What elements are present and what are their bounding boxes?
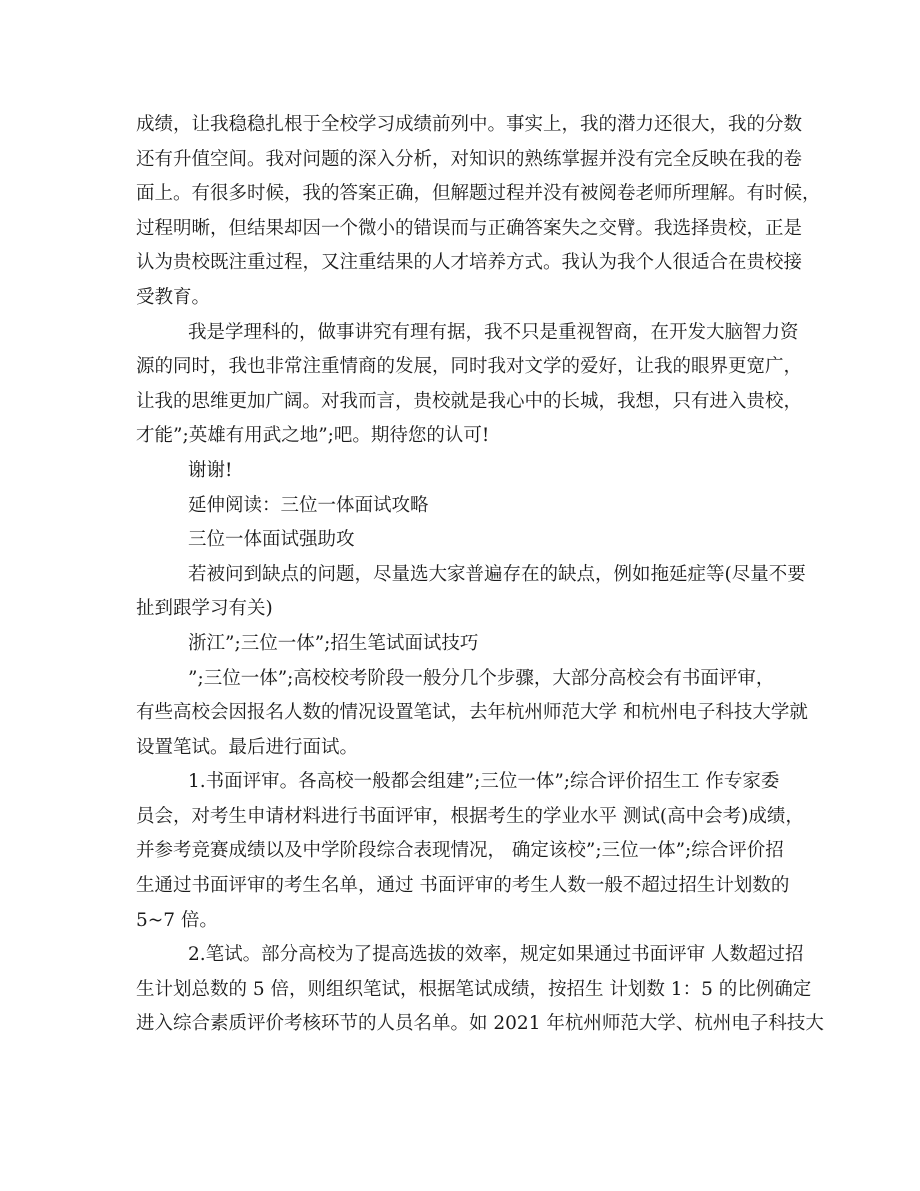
paragraph-zhejiang-title (136, 627, 796, 662)
text-line: 若被问到缺点的问题，尽量选大家普遍存在的缺点，例如拖延症等(尽量不要 (188, 563, 806, 585)
text-line: 2.笔试。部分高校为了提高选拔的效率，规定如果通过书面评审 人数超过招 (188, 944, 804, 966)
text-line: 进入综合素质评价考核环节的人员名单。如 2021 年杭州师范大学、杭州电子科技大 (136, 1013, 824, 1035)
text-line: 让我的思维更加广阔。对我而言，贵校就是我心中的长城，我想，只有进入贵校， (136, 390, 803, 412)
text-line: 生通过书面评审的考生名单，通过 书面评审的考生人数一般不超过招生计划数的 (136, 875, 790, 897)
text-line: 生计划总数的 5 倍，则组织笔试，根据笔试成绩，按招生 计划数 1：5 的比例确定 (136, 978, 812, 1000)
text-line: ”;三位一体”;高校校考阶段一般分几个步骤，大部分高校会有书面评审， (188, 667, 775, 689)
text-line: 才能”;英雄有用武之地”;吧。期待您的认可! (136, 425, 490, 447)
text-line: 源的同时，我也非常注重情商的发展，同时我对文学的爱好，让我的眼界更宽广， (136, 356, 803, 378)
text-line: 并参考竞赛成绩以及中学阶段综合表现情况， 确定该校”;三位一体”;综合评价招 (136, 840, 784, 862)
text-line: 过程明晰，但结果却因一个微小的错误而与正确答案失之交臂。我选择贵校，正是 (136, 217, 803, 239)
paragraph-written-exam (136, 938, 824, 1042)
text-line: 认为贵校既注重过程，又注重结果的人才培养方式。我认为我个人很适合在贵校接 (136, 252, 803, 274)
paragraph-stages (136, 662, 808, 766)
paragraph-weakness-tip (136, 558, 806, 627)
text-line: 设置笔试。最后进行面试。 (136, 736, 359, 758)
text-line: 面上。有很多时候，我的答案正确，但解题过程并没有被阅卷老师所理解。有时候， (136, 183, 821, 205)
text-line: 受教育。 (136, 286, 211, 308)
text-line: 5~7 倍。 (136, 909, 218, 931)
section-heading (136, 523, 796, 558)
text-line: 我是学理科的，做事讲究有理有据，我不只是重视智商，在开发大脑智力资 (188, 321, 799, 343)
paragraph-written-review (136, 765, 804, 938)
paragraph-thanks (136, 454, 796, 489)
paragraph-extended-reading (136, 489, 796, 524)
text-line: 浙江”;三位一体”;招生笔试面试技巧 (188, 632, 479, 654)
text-line: 还有升值空间。我对问题的深入分析，对知识的熟练掌握并没有完全反映在我的卷 (136, 148, 803, 170)
text-line: 1.书面评审。各高校一般都会组建”;三位一体”;综合评价招生工 作专家委 (188, 771, 780, 793)
text-line: 谢谢! (188, 459, 233, 481)
document-body (136, 108, 824, 1042)
paragraph-2 (136, 316, 803, 454)
text-line: 成绩，让我稳稳扎根于全校学习成绩前列中。事实上，我的潜力还很大，我的分数 (136, 114, 803, 135)
text-line: 延伸阅读：三位一体面试攻略 (188, 494, 429, 516)
text-line: 三位一体面试强助攻 (188, 529, 355, 551)
text-line: 扯到跟学习有关) (136, 598, 273, 620)
text-line: 员会，对考生申请材料进行书面评审，根据考生的学业水平 测试(高中会考)成绩， (136, 805, 804, 827)
text-line: 有些高校会因报名人数的情况设置笔试，去年杭州师范大学 和杭州电子科技大学就 (136, 702, 808, 724)
paragraph-1 (136, 108, 821, 316)
